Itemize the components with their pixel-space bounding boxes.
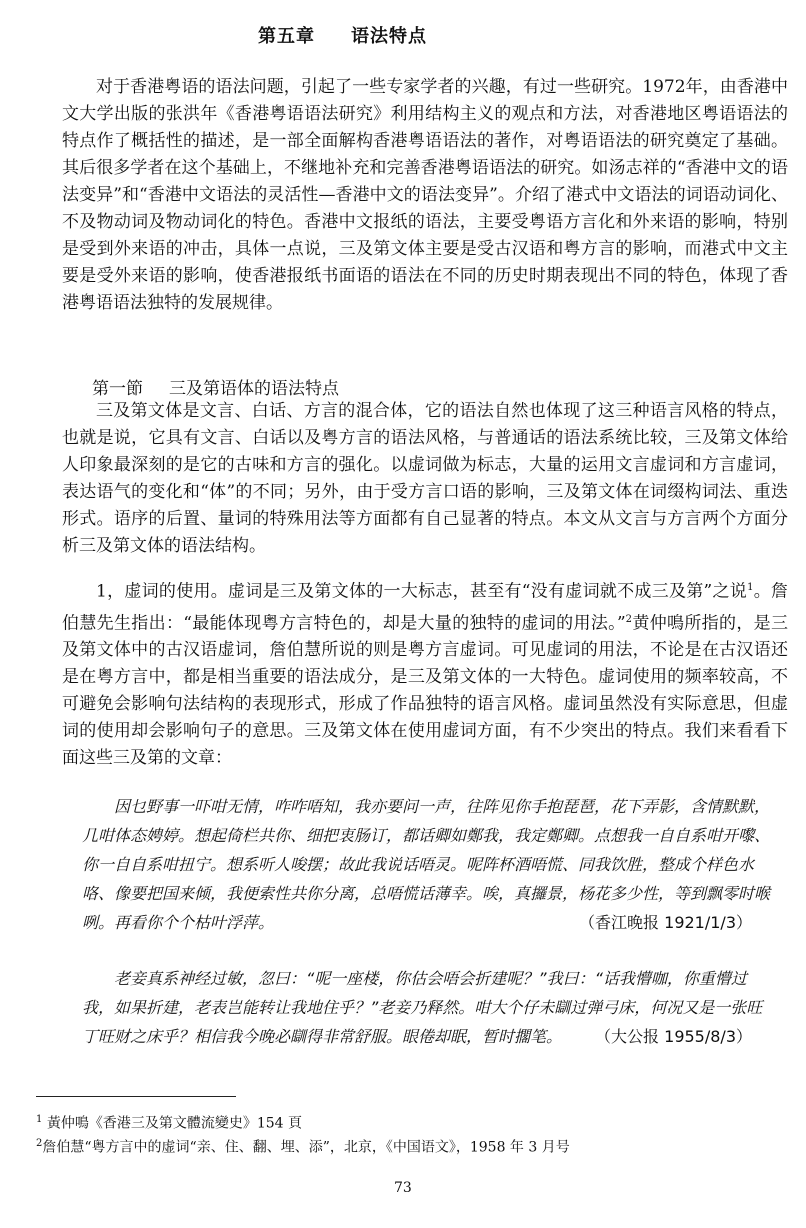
quote-2-citation: （大公报 1955/8/3） <box>595 1027 752 1046</box>
quote-2-text: 老妾真系神经过敏，忽曰：“呢一座楼，你估会唔会折建呢？”我曰：“话我懵咖，你重懵过我，如果折建，老表岂能转让我地住乎？”老妾乃释然。咁大个仔未瞓过弹弓床，何况又是一张旺丁旺财之床乎？相信我今晚必瞓得非常舒服。眼倦却眠，暂时擱笔。 <box>82 969 763 1046</box>
section-heading <box>92 374 339 399</box>
point-1-middle: 。詹伯慧先生指出：“最能体现粤方言特色的，却是大量的独特的虚词的用法。” <box>62 581 788 634</box>
section-number: 第一節 <box>92 379 143 399</box>
page-number: 73 <box>394 1180 412 1196</box>
chapter-number: 第五章 <box>258 26 315 47</box>
intro-paragraph: 对于香港粤语的语法问题，引起了一些专家学者的兴趣，有过一些研究。1972年，由香港中文大学出版的张洪年《香港粤语语法研究》利用结构主义的观点和方法，对香港地区粤语语法的特点作了概括性的描述，是一部全面解构香港粤语语法的著作，对粤语语法的研究奠定了基础。其后很多学者在这个基础上，不继地补充和完善香港粤语语法的研究。如汤志祥的“香港中文的语法变异”和“香港中文语法的灵活性—香港中文的语法变异”。介绍了港式中文语法的词语动词化、不及物动词及物动词化的特色。香港中文报纸的语法，主要受粤语方言化和外来语的影响，特别是受到外来语的冲击，具体一点说，三及第文体主要是受古汉语和粤方言的影响，而港式中文主要是受外来语的影响，使香港报纸书面语的语法在不同的历史时期表现出不同的特色，体现了香港粤语语法独特的发展规律。 <box>62 77 788 313</box>
footnote-ref-2: 2 <box>625 613 633 625</box>
footnote-2-mark: 2 <box>36 1138 43 1149</box>
quote-1 <box>82 792 772 937</box>
footnote-1-text: 黃仲鳴《香港三及第文體流變史》154 頁 <box>46 1115 302 1132</box>
footnote-divider <box>36 1096 236 1097</box>
footnote-1-mark: 1 <box>36 1114 43 1125</box>
quote-1-citation: （香江晚报 1921/1/3） <box>579 913 752 932</box>
quote-1-text: 因乜野事一吓咁无情，咋咋唔知，我亦要问一声，往阵见你手抱琵琶，花下弄影，含情默默，几咁体态娉婷。想起倚栏共你、细把衷肠订，都话卿如鄭我，我定鄭卿。点想我一自自系咁开嚟、你一自自系咁扭宁。想系听人唆摆；故此我说话唔灵。呢阵杯酒唔慌、同我饮胜，整成个样色水咯、像要把国来倾，我便索性共你分离，总唔慌话薄幸。唉，真攞景，杨花多少性，等到飘零时喉咧。再看你个个枯叶浮萍。 <box>82 797 771 932</box>
footnote-2-text: 詹伯慧“粤方言中的虚词“亲、住、翻、埋、添”，北京，《中国语文》，1958 年 3 月号 <box>42 1139 570 1156</box>
chapter-heading <box>258 22 427 48</box>
point-1-rest: 黄仲鳴所指的，是三及第文体中的古汉语虚词，詹伯慧所说的则是粤方言虚词。可见虚词的用法，不论是在古汉语还是在粤方言中，都是相当重要的语法成分，是三及第文体的一大特色。虚词使用的频率较高，不可避免会影响句法结构的表现形式，形成了作品独特的语言风格。虚词虽然没有实际意思，但虚词的使用却会影响句子的意思。三及第文体在使用虚词方面，有不少突出的特点。我们来看看下面这些三及第的文章： <box>62 613 788 769</box>
footnote-ref-1: 1 <box>747 582 754 593</box>
footnote-1 <box>36 1110 302 1134</box>
chapter-title: 语法特点 <box>351 26 427 47</box>
section-title: 三及第语体的语法特点 <box>169 379 339 399</box>
section-paragraph: 三及第文体是文言、白话、方言的混合体，它的语法自然也体现了这三种语言风格的特点，也就是说，它具有文言、白话以及粤方言的语法风格，与普通话的语法系统比较，三及第文体给人印象最深刻的是它的古味和方言的强化。以虚词做为标志，大量的运用文言虚词和方言虚词，表达语气的变化和“体”的不同；另外，由于受方言口语的影响，三及第文体在词缀构词法、重迭形式。语序的后置、量词的特殊用法等方面都有自己显著的特点。本文从文言与方言两个方面分析三及第文体的语法结构。 <box>62 401 788 556</box>
footnote-2 <box>36 1134 570 1158</box>
quote-2 <box>82 964 772 1051</box>
point-1-paragraph <box>62 574 788 772</box>
point-1-lead: 1，虚词的使用。虚词是三及第文体的一大标志，甚至有“没有虚词就不成三及第”之说 <box>96 581 748 602</box>
